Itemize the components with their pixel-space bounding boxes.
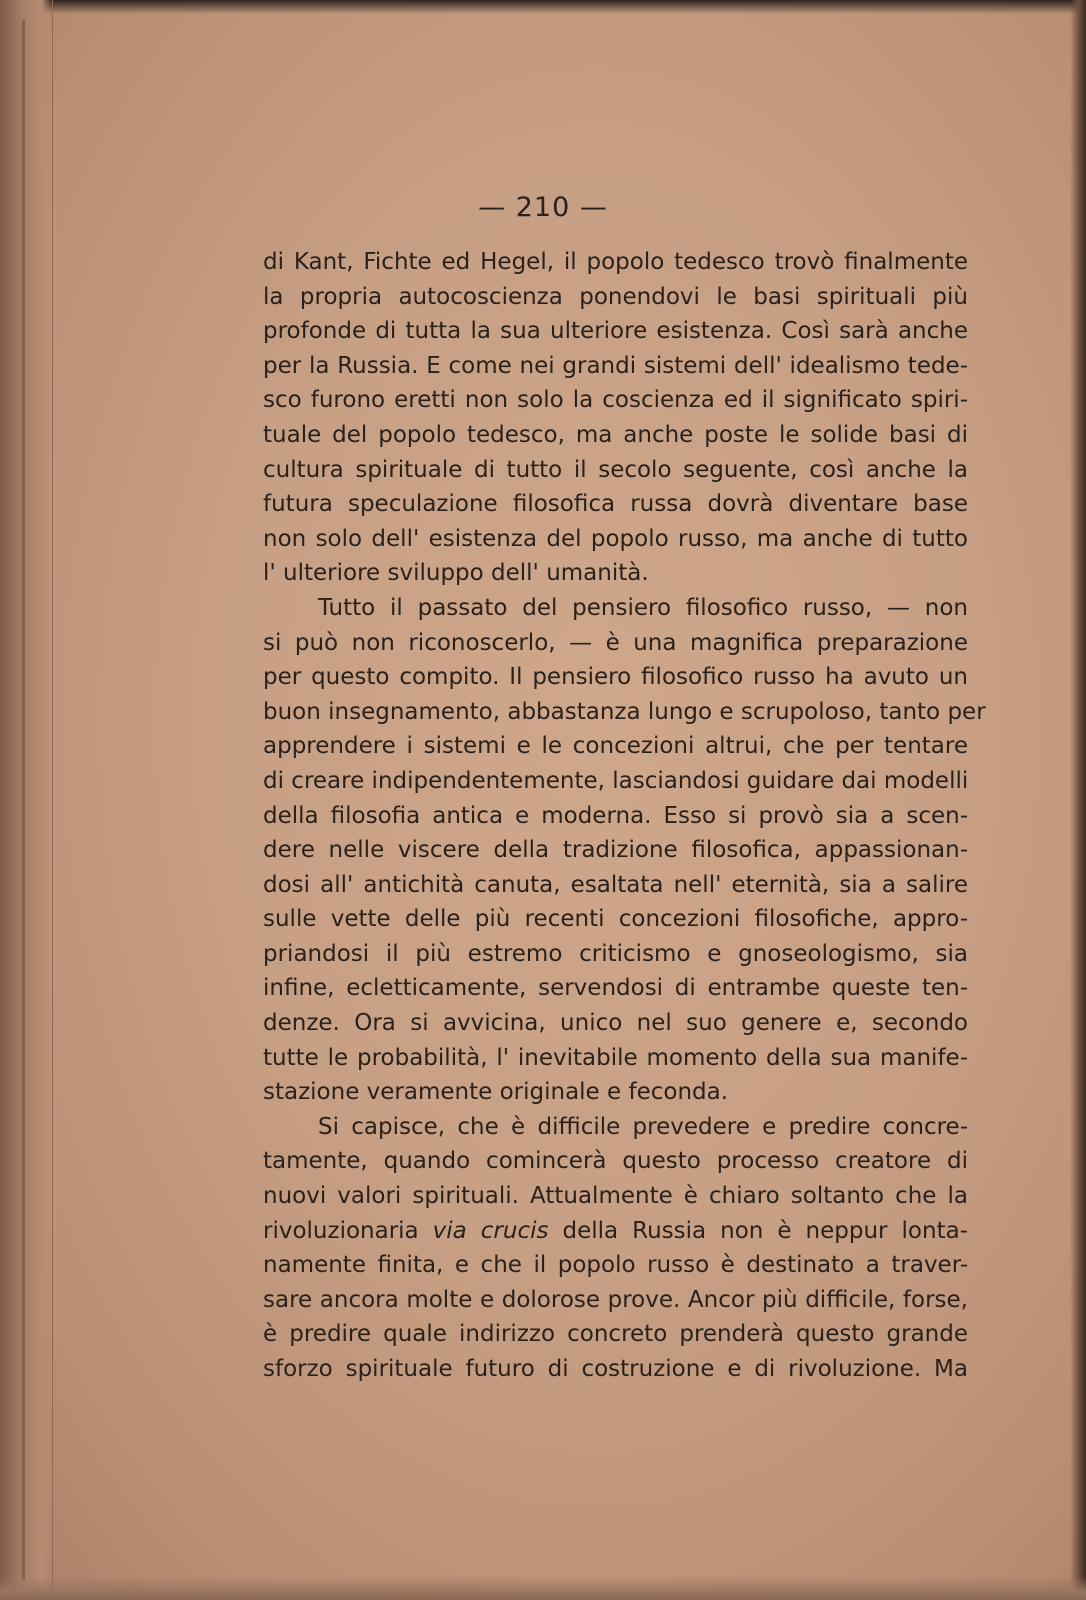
text-line: tamente, quando comincerà questo processo creatore di (263, 1148, 968, 1175)
paragraph-first-line: Tutto il passato del pensiero filosofico russo, — non (318, 594, 968, 621)
text-line: per questo compito. Il pensiero filosofico russo ha avuto un (263, 664, 968, 691)
text-line: denze. Ora si avvicina, unico nel suo genere e, secondo (263, 1010, 968, 1037)
body-text (263, 245, 986, 1387)
text-line: sco furono eretti non solo la coscienza ed il significato spiri- (263, 387, 968, 414)
text-line: apprendere i sistemi e le concezioni altrui, che per tentare (263, 733, 968, 760)
text-fragment: rivoluzionaria (263, 1217, 433, 1244)
text-line: per la Russia. E come nei grandi sistemi dell' idealismo tede- (263, 352, 968, 379)
page-fold-line (22, 20, 25, 1580)
text-line: stazione veramente originale e feconda. (263, 1079, 729, 1106)
text-line: la propria autocoscienza ponendovi le basi spirituali più (263, 283, 968, 310)
text-line: sulle vette delle più recenti concezioni filosofiche, appro- (263, 906, 968, 933)
text-line: profonde di tutta la sua ulteriore esistenza. Così sarà anche (263, 318, 968, 345)
text-fragment: della Russia non è neppur lonta- (548, 1217, 968, 1244)
text-line: di Kant, Fichte ed Hegel, il popolo tedesco trovò finalmente (263, 249, 968, 275)
text-line: priandosi il più estremo criticismo e gnoseologismo, sia (263, 940, 968, 967)
text-line: di creare indipendentemente, lasciandosi guidare dai modelli (263, 767, 969, 794)
text-line: è predire quale indirizzo concreto prenderà questo grande (263, 1321, 968, 1348)
text-line: si può non riconoscerlo, — è una magnifica preparazione (263, 629, 968, 656)
text-line: nuovi valori spirituali. Attualmente è chiaro soltanto che la (263, 1183, 968, 1210)
page-right-edge (1070, 0, 1086, 1600)
text-line: sare ancora molte e dolorose prove. Ancor più difficile, forse, (263, 1286, 968, 1313)
text-line: l' ulteriore sviluppo dell' umanità. (263, 560, 649, 587)
page-top-shadow (0, 0, 1086, 14)
text-line: della filosofia antica e moderna. Esso si provò sia a scen- (263, 802, 968, 829)
text-line: futura speculazione filosofica russa dovrà diventare base (263, 491, 968, 518)
page-number: — 210 — (478, 192, 608, 223)
text-line: tuale del popolo tedesco, ma anche poste le solide basi di (263, 421, 968, 448)
page-left-binding-edge (0, 0, 53, 1600)
text-line-with-italic (263, 1214, 968, 1249)
text-line: non solo dell' esistenza del popolo russo, ma anche di tutto (263, 525, 968, 552)
text-line: cultura spirituale di tutto il secolo seguente, così anche la (263, 456, 968, 483)
text-line: sforzo spirituale futuro di costruzione e di rivoluzione. Ma (263, 1356, 968, 1382)
text-line: dere nelle viscere della tradizione filosofica, appassionan- (263, 837, 968, 864)
text-line: buon insegnamento, abbastanza lungo e scrupoloso, tanto per (263, 698, 986, 725)
text-line: tutte le probabilità, l' inevitabile momento della sua manife- (263, 1044, 968, 1071)
text-line: infine, ecletticamente, servendosi di entrambe queste ten- (263, 975, 968, 1002)
text-line: dosi all' antichità canuta, esaltata nell' eternità, sia a salire (263, 871, 968, 898)
paragraph-first-line: Si capisce, che è difficile prevedere e predire concre- (318, 1113, 968, 1140)
page-bottom-edge (0, 1576, 1086, 1600)
text-line: namente finita, e che il popolo russo è destinato a traver- (263, 1252, 968, 1279)
italic-phrase: via crucis (432, 1217, 549, 1244)
